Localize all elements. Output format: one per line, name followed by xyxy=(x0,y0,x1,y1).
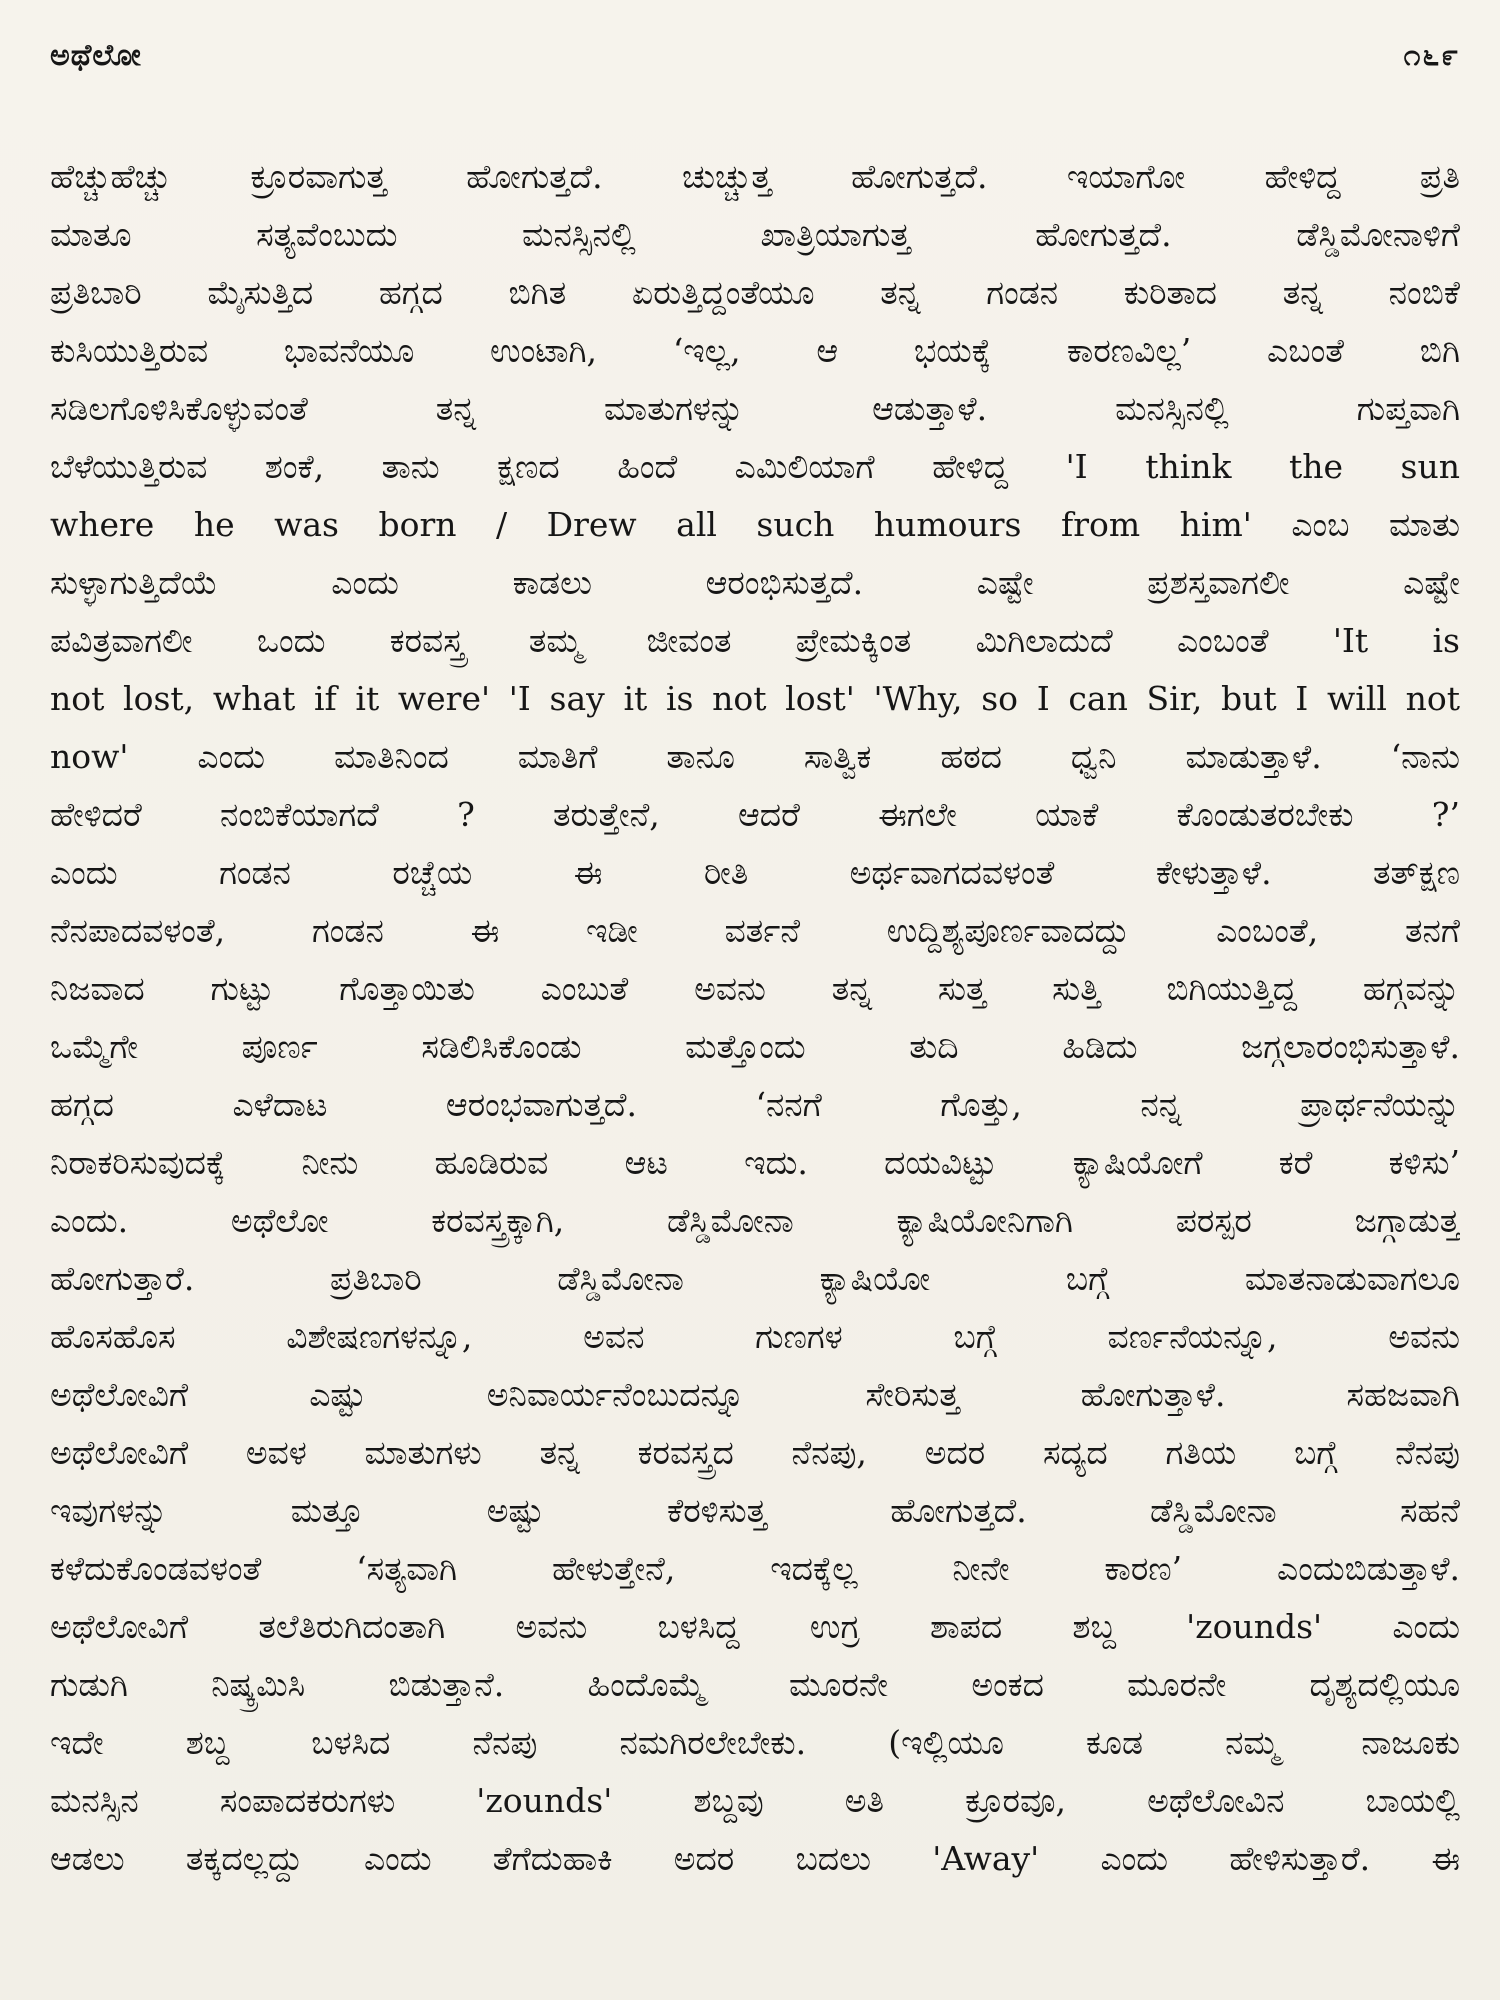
text-line: ಕಳೆದುಕೊಂಡವಳಂತೆ ‘ಸತ್ಯವಾಗಿ ಹೇಳುತ್ತೇನೆ, ಇದಕ್ಕೆಲ್ಲ ನೀನೇ ಕಾರಣ’ ಎಂದುಬಿಡುತ್ತಾಳೆ. xyxy=(50,1549,1460,1588)
page-number: ೧೬೯ xyxy=(1403,38,1460,73)
text-line: ಹಗ್ಗದ ಎಳೆದಾಟ ಆರಂಭವಾಗುತ್ತದೆ. ‘ನನಗೆ ಗೊತ್ತು, ನನ್ನ ಪ್ರಾರ್ಥನೆಯನ್ನು xyxy=(50,1085,1460,1124)
running-header xyxy=(50,38,1460,88)
text-line: now' ಎಂದು ಮಾತಿನಿಂದ ಮಾತಿಗೆ ತಾನೂ ಸಾತ್ವಿಕ ಹಠದ ಧ್ವನಿ ಮಾಡುತ್ತಾಳೆ. ‘ನಾನು xyxy=(50,737,1460,776)
text-line: ಸಡಿಲಗೊಳಿಸಿಕೊಳ್ಳುವಂತೆ ತನ್ನ ಮಾತುಗಳನ್ನು ಆಡುತ್ತಾಳೆ. ಮನಸ್ಸಿನಲ್ಲಿ ಗುಪ್ತವಾಗಿ xyxy=(50,389,1460,428)
text-line: ನಿಜವಾದ ಗುಟ್ಟು ಗೊತ್ತಾಯಿತು ಎಂಬುತೆ ಅವನು ತನ್ನ ಸುತ್ತ ಸುತ್ತಿ ಬಿಗಿಯುತ್ತಿದ್ದ ಹಗ್ಗವನ್ನು xyxy=(50,969,1460,1008)
text-line: ಹೋಗುತ್ತಾರೆ. ಪ್ರತಿಬಾರಿ ಡೆಸ್ಡಿಮೋನಾ ಕ್ಯಾಷಿಯೋ ಬಗ್ಗೆ ಮಾತನಾಡುವಾಗಲೂ xyxy=(50,1259,1460,1298)
text-line: ಪವಿತ್ರವಾಗಲೀ ಒಂದು ಕರವಸ್ತ್ರ ತಮ್ಮ ಜೀವಂತ ಪ್ರೇಮಕ್ಕಿಂತ ಮಿಗಿಲಾದುದೆ ಎಂಬಂತೆ 'It is xyxy=(50,621,1460,660)
text-line: ಮನಸ್ಸಿನ ಸಂಪಾದಕರುಗಳು 'zounds' ಶಬ್ದವು ಅತಿ ಕ್ರೂರವೂ, ಅಥೆಲೋವಿನ ಬಾಯಲ್ಲಿ xyxy=(50,1781,1460,1820)
text-line: ನೆನಪಾದವಳಂತೆ, ಗಂಡನ ಈ ಇಡೀ ವರ್ತನೆ ಉದ್ದಿಶ್ಯಪೂರ್ಣವಾದದ್ದು ಎಂಬಂತೆ, ತನಗೆ xyxy=(50,911,1460,950)
text-line: ಮಾತೂ ಸತ್ಯವೆಂಬುದು ಮನಸ್ಸಿನಲ್ಲಿ ಖಾತ್ರಿಯಾಗುತ್ತ ಹೋಗುತ್ತದೆ. ಡೆಸ್ಡಿಮೋನಾಳಿಗೆ xyxy=(50,215,1460,254)
body-text xyxy=(50,148,1460,1888)
text-line: ಅಥೆಲೋವಿಗೆ ಅವಳ ಮಾತುಗಳು ತನ್ನ ಕರವಸ್ತ್ರದ ನೆನಪು, ಅದರ ಸದ್ಯದ ಗತಿಯ ಬಗ್ಗೆ ನೆನಪು xyxy=(50,1433,1460,1472)
text-line: ಆಡಲು ತಕ್ಕದಲ್ಲದ್ದು ಎಂದು ತೆಗೆದುಹಾಕಿ ಅದರ ಬದಲು 'Away' ಎಂದು ಹೇಳಿಸುತ್ತಾರೆ. ಈ xyxy=(50,1839,1460,1878)
text-line: ಸುಳ್ಳಾಗುತ್ತಿದೆಯೆ ಎಂದು ಕಾಡಲು ಆರಂಭಿಸುತ್ತದೆ. ಎಷ್ಟೇ ಪ್ರಶಸ್ತವಾಗಲೀ ಎಷ್ಟೇ xyxy=(50,563,1460,602)
text-line: ಅಥೆಲೋವಿಗೆ ತಲೆತಿರುಗಿದಂತಾಗಿ ಅವನು ಬಳಸಿದ್ದ ಉಗ್ರ ಶಾಪದ ಶಬ್ದ 'zounds' ಎಂದು xyxy=(50,1607,1460,1646)
text-line: ಹೊಸಹೊಸ ವಿಶೇಷಣಗಳನ್ನೂ, ಅವನ ಗುಣಗಳ ಬಗ್ಗೆ ವರ್ಣನೆಯನ್ನೂ, ಅವನು xyxy=(50,1317,1460,1356)
running-head-title: ಅಥೆಲೋ xyxy=(50,38,142,73)
text-line: not lost, what if it were' 'I say it is not lost' 'Why, so I can Sir, but I will not xyxy=(50,679,1460,718)
text-line: ಇದೇ ಶಬ್ದ ಬಳಸಿದ ನೆನಪು ನಮಗಿರಲೇಬೇಕು. (ಇಲ್ಲಿಯೂ ಕೂಡ ನಮ್ಮ ನಾಜೂಕು xyxy=(50,1723,1460,1762)
text-line: ಎಂದು ಗಂಡನ ರಚ್ಚೆಯ ಈ ರೀತಿ ಅರ್ಥವಾಗದವಳಂತೆ ಕೇಳುತ್ತಾಳೆ. ತತ್‌ಕ್ಷಣ xyxy=(50,853,1460,892)
text-line: where he was born / Drew all such humours from him' ಎಂಬ ಮಾತು xyxy=(50,505,1460,544)
text-line: ಗುಡುಗಿ ನಿಷ್ಕ್ರಮಿಸಿ ಬಿಡುತ್ತಾನೆ. ಹಿಂದೊಮ್ಮೆ ಮೂರನೇ ಅಂಕದ ಮೂರನೇ ದೃಶ್ಯದಲ್ಲಿಯೂ xyxy=(50,1665,1460,1704)
text-line: ಅಥೆಲೋವಿಗೆ ಎಷ್ಟು ಅನಿವಾರ್ಯನೆಂಬುದನ್ನೂ ಸೇರಿಸುತ್ತ ಹೋಗುತ್ತಾಳೆ. ಸಹಜವಾಗಿ xyxy=(50,1375,1460,1414)
text-line: ಹೆಚ್ಚುಹೆಚ್ಚು ಕ್ರೂರವಾಗುತ್ತ ಹೋಗುತ್ತದೆ. ಚುಚ್ಚುತ್ತ ಹೋಗುತ್ತದೆ. ಇಯಾಗೋ ಹೇಳಿದ್ದ ಪ್ರತಿ xyxy=(50,157,1460,196)
text-line: ಹೇಳಿದರೆ ನಂಬಿಕೆಯಾಗದೆ ? ತರುತ್ತೇನೆ, ಆದರೆ ಈಗಲೇ ಯಾಕೆ ಕೊಂಡುತರಬೇಕು ?’ xyxy=(50,795,1460,834)
text-line: ಇವುಗಳನ್ನು ಮತ್ತೂ ಅಷ್ಟು ಕೆರಳಿಸುತ್ತ ಹೋಗುತ್ತದೆ. ಡೆಸ್ಡಿಮೋನಾ ಸಹನೆ xyxy=(50,1491,1460,1530)
text-line: ಒಮ್ಮೆಗೇ ಪೂರ್ಣ ಸಡಿಲಿಸಿಕೊಂಡು ಮತ್ತೊಂದು ತುದಿ ಹಿಡಿದು ಜಗ್ಗಲಾರಂಭಿಸುತ್ತಾಳೆ. xyxy=(50,1027,1460,1066)
text-line: ನಿರಾಕರಿಸುವುದಕ್ಕೆ ನೀನು ಹೂಡಿರುವ ಆಟ ಇದು. ದಯವಿಟ್ಟು ಕ್ಯಾಷಿಯೋಗೆ ಕರೆ ಕಳಿಸು’ xyxy=(50,1143,1460,1182)
text-line: ಕುಸಿಯುತ್ತಿರುವ ಭಾವನೆಯೂ ಉಂಟಾಗಿ, ‘ಇಲ್ಲ, ಆ ಭಯಕ್ಕೆ ಕಾರಣವಿಲ್ಲ’ ಎಬಂತೆ ಬಿಗಿ xyxy=(50,331,1460,370)
text-line: ಬೆಳೆಯುತ್ತಿರುವ ಶಂಕೆ, ತಾನು ಕ್ಷಣದ ಹಿಂದೆ ಎಮಿಲಿಯಾಗೆ ಹೇಳಿದ್ದ 'I think the sun xyxy=(50,447,1460,486)
text-line: ಎಂದು. ಅಥೆಲೋ ಕರವಸ್ತ್ರಕ್ಕಾಗಿ, ಡೆಸ್ಡಿಮೋನಾ ಕ್ಯಾಷಿಯೋನಿಗಾಗಿ ಪರಸ್ಪರ ಜಗ್ಗಾಡುತ್ತ xyxy=(50,1201,1460,1240)
text-line: ಪ್ರತಿಬಾರಿ ಮೈಸುತ್ತಿದ ಹಗ್ಗದ ಬಿಗಿತ ಏರುತ್ತಿದ್ದಂತೆಯೂ ತನ್ನ ಗಂಡನ ಕುರಿತಾದ ತನ್ನ ನಂಬಿಕೆ xyxy=(50,273,1460,312)
